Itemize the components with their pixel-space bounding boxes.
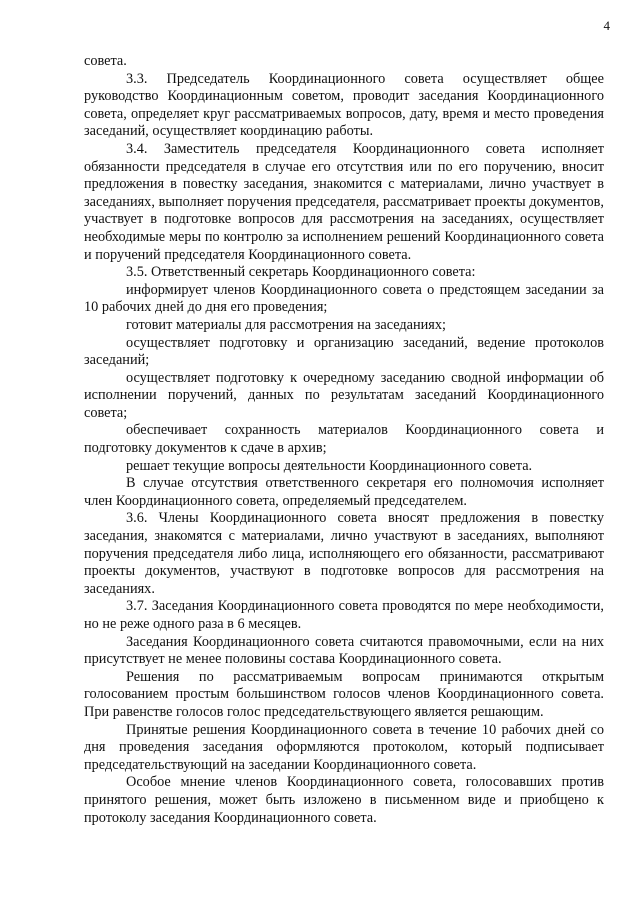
paragraph: Особое мнение членов Координационного совета, голосовавших против принятого решения, может быть изложено в письменном виде и приобщено к протоколу заседания Координационного совета. xyxy=(84,774,604,826)
paragraph: Принятые решения Координационного совета в течение 10 рабочих дней со дня проведения заседания оформляются протоколом, который подписывает председательствующий на заседании Координационного совета. xyxy=(84,721,604,773)
paragraph: 3.7. Заседания Координационного совета проводятся по мере необходимости, но не реже одного раза в 6 месяцев. xyxy=(84,598,604,632)
paragraph: Заседания Координационного совета считаются правомочными, если на них присутствует не менее половины состава Координационного совета. xyxy=(84,633,604,668)
paragraph: Решения по рассматриваемым вопросам принимаются открытым голосованием простым большинством голосов членов Координационного совета. При равенстве голосов голос председательствующего является решающим. xyxy=(84,668,604,720)
list-item: обеспечивает сохранность материалов Координационного совета и подготовку документов к сдаче в архив; xyxy=(84,422,604,457)
paragraph: 3.5. Ответственный секретарь Координационного совета: xyxy=(126,264,476,281)
list-item: информирует членов Координационного совета о предстоящем заседании за 10 рабочих дней до дня его проведения; xyxy=(84,281,604,316)
page-number: 4 xyxy=(603,18,610,33)
paragraph: В случае отсутствия ответственного секретаря его полномочия исполняет член Координационного совета, определяемый председателем. xyxy=(84,475,604,509)
list-item: готовит материалы для рассмотрения на заседаниях; xyxy=(126,316,446,333)
document-body xyxy=(84,53,604,827)
paragraph: 3.4. Заместитель председателя Координационного совета исполняет обязанности председателя в случае его отсутствия или по его поручению, вносит предложения в повестку заседания, знакомится с материалами, лично участвует в заседаниях, выполняет поручения председателя, рассматривает проекты документов, участвует в подготовке вопросов для рассмотрения на заседаниях, осуществляет необходимые меры по контролю за исполнением решений Координационного совета и поручений председателя Координационного совета. xyxy=(84,140,604,263)
list-item: решает текущие вопросы деятельности Координационного совета. xyxy=(126,457,533,474)
paragraph: совета. xyxy=(84,53,127,69)
paragraph: 3.3. Председатель Координационного совета осуществляет общее руководство Координационным советом, проводит заседания Координационного совета, определяет круг рассматриваемых вопросов, дату, время и место проведения заседаний, осуществляет координацию работы. xyxy=(84,70,604,140)
list-item: осуществляет подготовку к очередному заседанию сводной информации об исполнении поручений, данных по результатам заседаний Координационного совета; xyxy=(84,369,604,421)
paragraph: 3.6. Члены Координационного совета вносят предложения в повестку заседания, знакомятся с материалами, лично участвуют в заседаниях, выполняют поручения председателя либо лица, исполняющего его обязанности, рассматривают проекты документов, участвуют в подготовке вопросов для рассмотрения на заседаниях. xyxy=(84,510,604,597)
list-item: осуществляет подготовку и организацию заседаний, ведение протоколов заседаний; xyxy=(84,334,604,369)
